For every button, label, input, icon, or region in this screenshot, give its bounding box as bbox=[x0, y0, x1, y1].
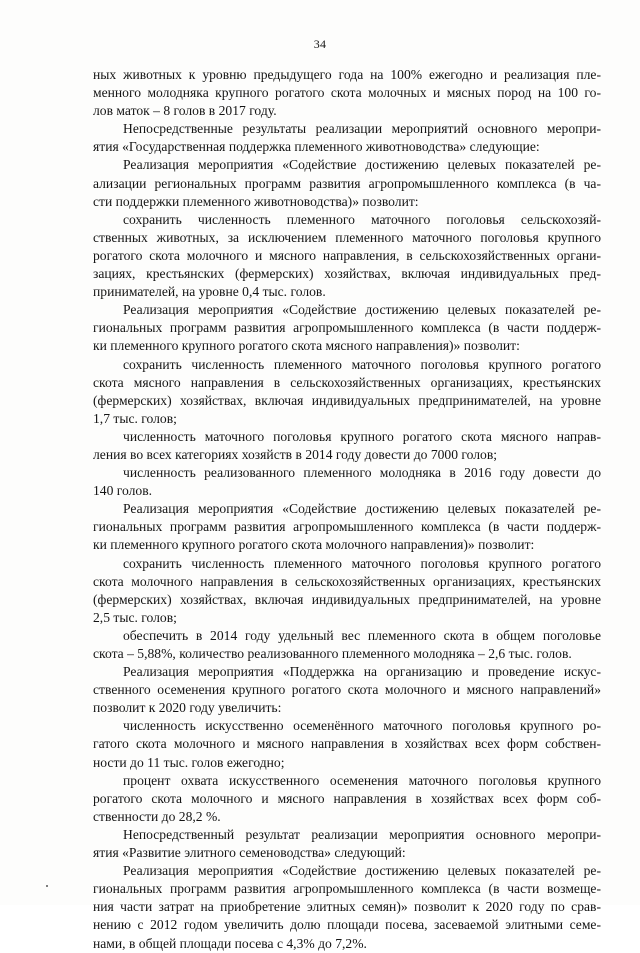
text-line: 140 голов. bbox=[93, 483, 153, 499]
text-line: принимателей, на уровне 0,4 тыс. голов. bbox=[93, 284, 326, 300]
text-line: Реализация мероприятия «Содействие достижению целевых показателей ре- bbox=[123, 501, 601, 517]
scan-speck bbox=[46, 885, 48, 887]
text-line: ности до 11 тыс. голов ежегодно; bbox=[93, 754, 285, 770]
text-line: гиональных программ развития агропромышленного комплекса (в части возмеще- bbox=[93, 881, 601, 897]
text-line: зациях, крестьянских (фермерских) хозяйствах, включая индивидуальных пред- bbox=[93, 266, 601, 282]
text-line: численность искусственно осеменённого маточного поголовья крупного ро- bbox=[123, 718, 601, 734]
text-line: Реализация мероприятия «Содействие достижению целевых показателей ре- bbox=[123, 863, 601, 879]
text-line: лов маток – 8 голов в 2017 году. bbox=[93, 103, 277, 119]
text-line: нению с 2012 годом увеличить долю площади посева, засеваемой элитными семе- bbox=[93, 917, 601, 933]
text-line: ализации региональных программ развития агропромышленного комплекса (в ча- bbox=[93, 175, 601, 191]
text-line: скота мясного направления в сельскохозяйственных организациях, крестьянских bbox=[93, 374, 601, 390]
text-line: ных животных к уровню предыдущего года на 100% ежегодно и реализация пле- bbox=[93, 67, 601, 82]
text-line: рогатого скота молочного и мясного направления в хозяйствах всех форм соб- bbox=[93, 790, 601, 806]
text-line: скота – 5,88%, количество реализованного племенного молодняка – 2,6 тыс. голов. bbox=[93, 646, 572, 661]
text-line: 2,5 тыс. голов; bbox=[93, 609, 177, 625]
page-number: 34 bbox=[313, 37, 327, 51]
text-line: гатого скота молочного и мясного направления в хозяйствах всех форм собствен- bbox=[93, 736, 601, 752]
text-line: численность маточного поголовья крупного рогатого скота мясного направ- bbox=[123, 428, 601, 444]
text-line: рогатого скота молочного и мясного направления, в сельскохозяйственных органи- bbox=[93, 247, 601, 263]
body-text bbox=[93, 66, 601, 953]
text-line: Непосредственный результат реализации мероприятия основного меропри- bbox=[123, 826, 601, 842]
text-line: Непосредственные результаты реализации мероприятий основного меропри- bbox=[123, 121, 601, 137]
text-line: сохранить численность племенного маточного поголовья крупного рогатого bbox=[123, 356, 601, 372]
text-line: сохранить численность племенного маточного поголовья крупного рогатого bbox=[123, 555, 601, 571]
text-line: ственных животных, за исключением племенного маточного поголовья крупного bbox=[93, 229, 601, 245]
text-line: менного молодняка крупного рогатого скота молочных и мясных пород на 100 го- bbox=[93, 85, 601, 101]
text-line: численность реализованного племенного молодняка в 2016 году довести до bbox=[123, 465, 601, 481]
text-line: гиональных программ развития агропромышленного комплекса (в части поддерж- bbox=[93, 320, 601, 336]
text-line: ятия «Государственная поддержка племенного животноводства» следующие: bbox=[93, 139, 540, 155]
text-line: (фермерских) хозяйствах, включая индивидуальных предпринимателей, на уровне bbox=[93, 392, 601, 408]
text-line: ственного осеменения крупного рогатого скота молочного и мясного направлений» bbox=[93, 682, 601, 698]
text-line: скота молочного направления в сельскохозяйственных организациях, крестьянских bbox=[93, 573, 601, 589]
text-line: процент охвата искусственного осеменения маточного поголовья крупного bbox=[123, 772, 601, 788]
text-line: Реализация мероприятия «Содействие достижению целевых показателей ре- bbox=[123, 157, 601, 173]
text-line: Реализация мероприятия «Поддержка на организацию и проведение искус- bbox=[123, 664, 601, 680]
text-line: сти поддержки племенного животноводства)» позволит: bbox=[93, 193, 419, 209]
text-line: ки племенного крупного рогатого скота молочного направления)» позволит: bbox=[93, 537, 535, 553]
text-line: ственности до 28,2 %. bbox=[93, 808, 221, 824]
text-line: (фермерских) хозяйствах, включая индивидуальных предпринимателей, на уровне bbox=[93, 591, 601, 607]
text-line: обеспечить в 2014 году удельный вес племенного скота в общем поголовье bbox=[123, 627, 601, 643]
text-line: ки племенного крупного рогатого скота мясного направления)» позволит: bbox=[93, 338, 520, 354]
text-line: Реализация мероприятия «Содействие достижению целевых показателей ре- bbox=[123, 302, 601, 318]
text-line: ния части затрат на приобретение элитных семян)» позволит к 2020 году по срав- bbox=[93, 899, 601, 915]
text-line: сохранить численность племенного маточного поголовья сельскохозяй- bbox=[123, 211, 601, 227]
text-line: ятия «Развитие элитного семеноводства» следующий: bbox=[93, 845, 406, 861]
text-line: позволит к 2020 году увеличить: bbox=[93, 700, 282, 716]
text-line: ления во всех категориях хозяйств в 2014 году довести до 7000 голов; bbox=[93, 446, 498, 462]
text-line: гиональных программ развития агропромышленного комплекса (в части поддерж- bbox=[93, 519, 601, 535]
text-line: 1,7 тыс. голов; bbox=[93, 410, 177, 426]
text-line: нами, в общей площади посева с 4,3% до 7,2%. bbox=[93, 935, 367, 951]
